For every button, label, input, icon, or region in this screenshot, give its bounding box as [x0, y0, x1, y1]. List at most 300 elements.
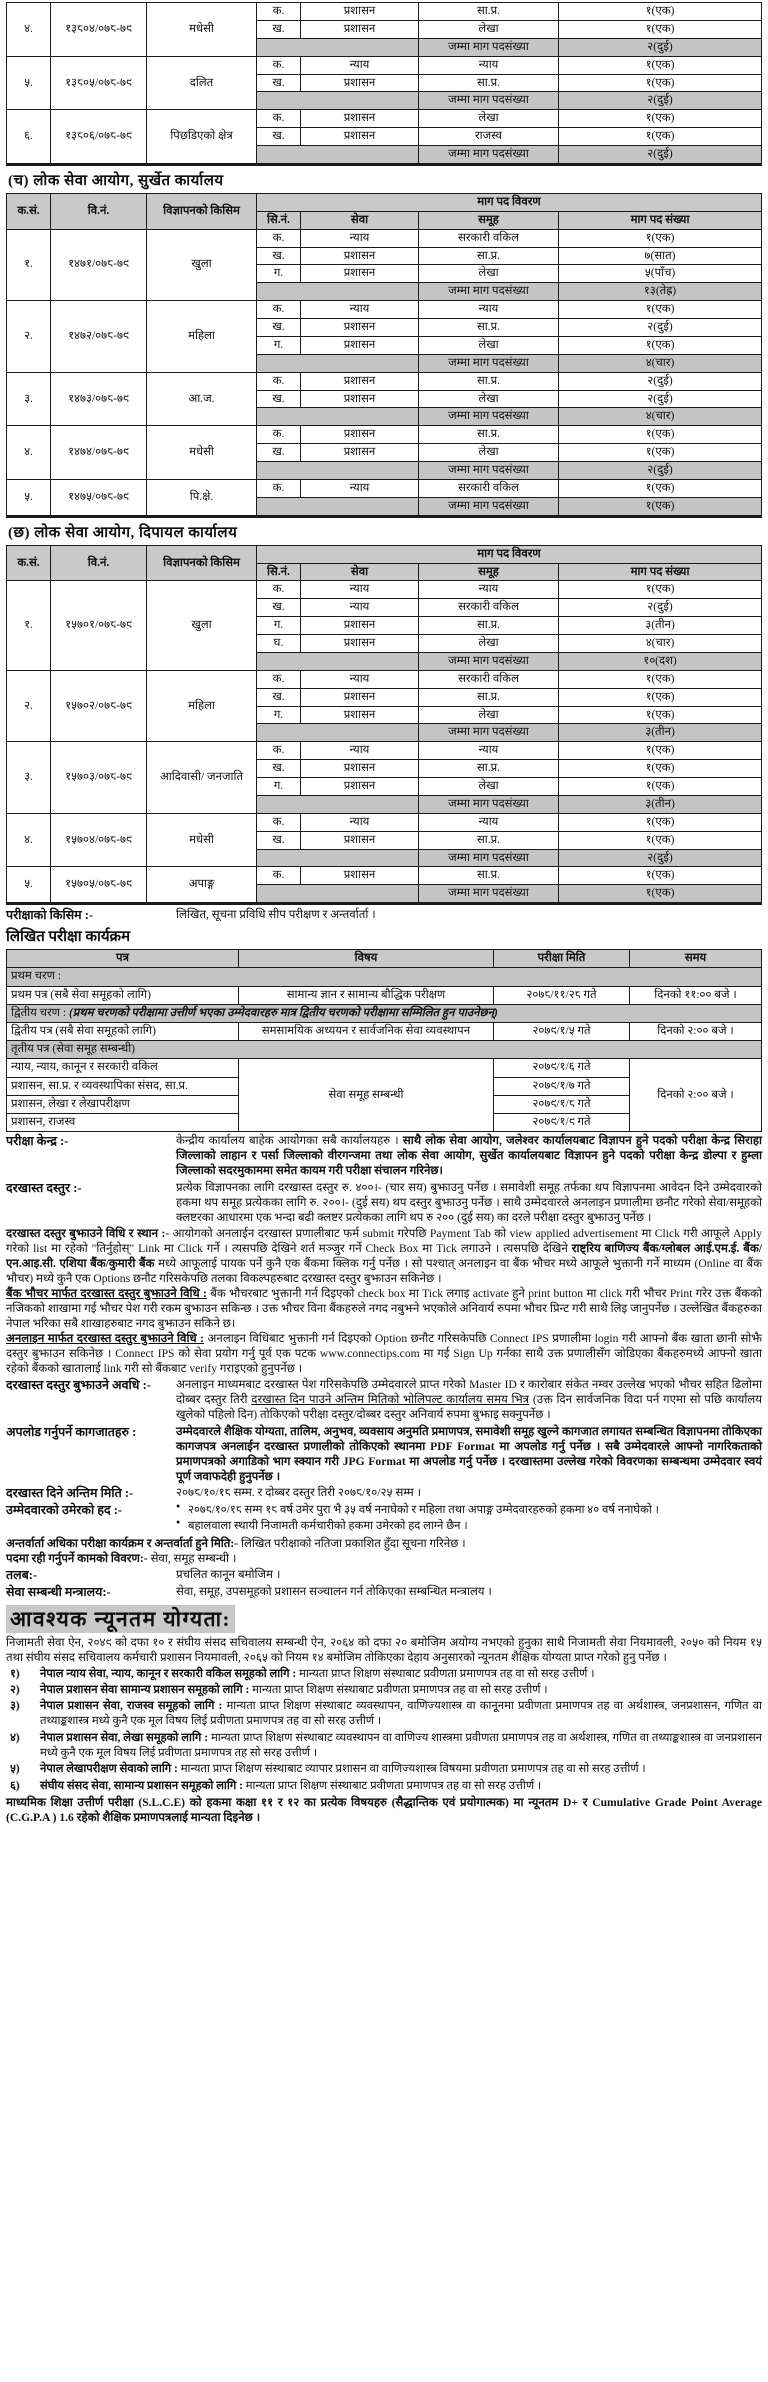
- cell-paper: द्वितीय पत्र (सबै सेवा समूहको लागि): [7, 1023, 239, 1041]
- cell-ad-no: १५७०४/०७८-७९: [51, 813, 147, 867]
- online-method-text: अनलाइन विधिबाट भुक्तानी गर्न दिइएको Option छनौट गरिसकेपछि Connect IPS प्रणालीमा login गरी आफ्नो बैंक खाता छानी सोझै दस्तुर बुझाउन सकिनेछ । Connect IPS को सेवा प्रयोग गर्नु पूर्व एक पटक www.connectips.com मा गई Sign Up गर्नका साथै उक्त प्रणालीसँग जोडिएका बैंकहरुमध्ये आफ्नो खाता रहेको बैंकको खातालाई link गरी सो बैंकबाट verify गराइएको हुनुपर्नेछ ।: [6, 1332, 763, 1376]
- total-label: जम्मा माग पदसंख्या: [419, 92, 559, 110]
- cell-sn: ४.: [7, 426, 51, 480]
- total-count: १(एक): [559, 497, 762, 516]
- cell-ad-kind: आदिवासी/ जनजाति: [147, 742, 257, 814]
- interview-label: अन्तर्वार्ता अधिका परीक्षा कार्यक्रम र अन्तर्वार्ता हुने मिति:-: [6, 1536, 239, 1550]
- table-row: [7, 670, 762, 688]
- cell-ad-no: १५७०१/०७८-७९: [51, 581, 147, 670]
- total-count: ३(तीन): [559, 724, 762, 742]
- col-exam-date: परीक्षा मिति: [494, 950, 630, 968]
- cell-ad-kind: खुला: [147, 581, 257, 670]
- cell-service: प्रशासन: [301, 390, 419, 408]
- total-count: २(दुई): [559, 92, 762, 110]
- cell-count: १(एक): [559, 760, 762, 778]
- total-count: १(एक): [559, 885, 762, 904]
- cell-ad-no: १४७५/०७८-७९: [51, 479, 147, 516]
- total-count: २(दुई): [559, 462, 762, 480]
- total-label: जम्मा माग पदसंख्या: [419, 795, 559, 813]
- col-count: माग पद संख्या: [559, 211, 762, 229]
- cell-group: लेखा: [419, 778, 559, 796]
- col-ad-no: वि.नं.: [51, 193, 147, 229]
- online-method-label: अनलाइन मार्फत दरखास्त दस्तुर बुझाउने विधि :: [6, 1332, 205, 1346]
- cell-ad-no: १४७१/०७८-७९: [51, 229, 147, 301]
- phase-3-label: तृतीय पत्र (सेवा समूह सम्बन्धी): [7, 1041, 762, 1059]
- cell-ad-kind: अपाङ्ग: [147, 867, 257, 904]
- item-text: मान्यता प्राप्त शिक्षण संस्थाबाट व्यवस्थापन, वाणिज्यशास्त्र वा कानूनमा प्रवीणता प्रमाणपत्र तह वा अर्थशास्त्र, जनप्रशासन, गणित वा तथ्याङ्कशास्त्र मध्ये कुनै एक मूल विषय लिई प्रवीणता प्रमाणपत्र तह वा सो सरह उत्तीर्ण ।: [40, 1700, 762, 1728]
- schedule-head: [7, 950, 762, 968]
- fee-method-label: दरखास्त दस्तुर बुझाउने विधि र स्थान :-: [6, 1226, 170, 1240]
- exam-type-value: लिखित, सूचना प्रविधि सीप परीक्षण र अन्तर्वार्ता ।: [176, 908, 376, 922]
- cell-count: १(एक): [559, 581, 762, 599]
- cell-group: सा.प्र.: [419, 426, 559, 444]
- job-desc-text: सेवा, समूह सम्बन्धी ।: [150, 1551, 237, 1565]
- cell-paper: प्रथम पत्र (सबै सेवा समूहको लागि): [7, 986, 239, 1004]
- cell-blank: [257, 92, 419, 110]
- cell-date: २०७९/१/७ गते: [494, 1077, 630, 1095]
- item-head: नेपाल न्याय सेवा, न्याय, कानून र सरकारी वकिल समूहको लागि :: [40, 1667, 297, 1680]
- ministry-label: सेवा सम्बन्धी मन्त्रालय:-: [6, 1584, 111, 1599]
- cell-service: प्रशासन: [301, 20, 419, 38]
- cell-si-no: ग.: [257, 617, 301, 635]
- dipayal-table-head: [7, 545, 762, 581]
- cell-service: प्रशासन: [301, 426, 419, 444]
- cell-ad-no: १५७०३/०७८-७९: [51, 742, 147, 814]
- col-count: माग पद संख्या: [559, 563, 762, 581]
- item-text: मान्यता प्राप्त शिक्षण संस्थाबाट प्रवीणता प्रमाणपत्र तह वा सो सरह उत्तीर्ण ।: [296, 1667, 595, 1680]
- cell-ad-kind: पि.क्षे.: [147, 479, 257, 516]
- cell-sn: ५.: [7, 479, 51, 516]
- top-table-body: [7, 3, 762, 165]
- table-row: [7, 581, 762, 599]
- col-demand-group: माग पद विवरण: [257, 193, 762, 211]
- cell-sn: ४.: [7, 813, 51, 867]
- table-row: [7, 229, 762, 247]
- cell-service: प्रशासन: [301, 760, 419, 778]
- col-ad-kind: विज्ञापनको किसिम: [147, 193, 257, 229]
- schedule-body: [7, 968, 762, 1132]
- cell-service: न्याय: [301, 670, 419, 688]
- total-count: १३(तेह्र): [559, 283, 762, 301]
- col-si-no: सि.नं.: [257, 211, 301, 229]
- phase-2-note: (प्रथम चरणको परीक्षामा उत्तीर्ण भएका उम्मेदवारहरु मात्र द्वितीय चरणको परीक्षामा सम्मिलित हुन पाउनेछन्): [68, 1006, 498, 1019]
- cell-count: १(एक): [559, 688, 762, 706]
- cell-si-no: क.: [257, 56, 301, 74]
- cell-service: प्रशासन: [301, 635, 419, 653]
- phase-2-label-cell: [7, 1004, 762, 1022]
- cell-service: प्रशासन: [301, 778, 419, 796]
- cell-group: लेखा: [419, 336, 559, 354]
- cell-blank: [257, 38, 419, 56]
- voucher-method-row: [6, 1286, 762, 1331]
- age-limit-body: [176, 1502, 762, 1535]
- cell-count: १(एक): [559, 670, 762, 688]
- table-row: [7, 742, 762, 760]
- fee-period-underline: दरखास्त दिन पाउने अन्तिम मितिको भोलिपल्ट कार्यालय समय भित्र: [251, 1393, 530, 1407]
- cell-ad-kind: पिछडिएको क्षेत्र: [147, 110, 257, 165]
- cell-service: प्रशासन: [301, 265, 419, 283]
- cell-si-no: क.: [257, 229, 301, 247]
- col-sn: क.सं.: [7, 193, 51, 229]
- cell-si-no: घ.: [257, 635, 301, 653]
- cell-service: न्याय: [301, 301, 419, 319]
- qualifications-list: [6, 1667, 762, 1794]
- cell-date: २०७८/११/२८ गते: [494, 986, 630, 1004]
- fee-method-text: आयोगको अनलाईन दरखास्त प्रणालीबाट फर्म submit गरेपछि Payment Tab को view applied advertisement मा Click गरी आफूले Apply गरेको list मा रहेको "तिर्नुहोस्" Link मा Click गर्ने । त्यसपछि देखिने शर्त मञ्जुर गर्ने Check Box मा Tick लगाउने । त्यसपछि देखिने: [6, 1226, 763, 1255]
- cell-paper: प्रशासन, राजस्व: [7, 1114, 239, 1132]
- cell-count: १(एक): [559, 426, 762, 444]
- cell-blank: [257, 724, 419, 742]
- cell-ad-kind: मधेसी: [147, 426, 257, 480]
- qualifications-intro: निजामती सेवा ऐन, २०४९ को दफा १० र संघीय संसद सचिवालय सम्बन्धी ऐन, २०६४ को दफा २० बमोजिम अयोग्य नभएको हुनुका साथै निजामती सेवा नियमावली, २०५० को नियम १५ तथा संघीय संसद सचिवालय कर्मचारी प्रशासन नियमावली, २०६५ को नियम १४ बमोजिम तोकिएका देहाय अनुसारको न्यूनतम शैक्षिक योग्यता प्राप्त गरेको हुनु पर्नेछ ।: [6, 1635, 762, 1665]
- cell-ad-no: १४७४/०७८-७९: [51, 426, 147, 480]
- fee-row: [6, 1180, 762, 1225]
- cell-ad-no: १३८०४/०७८-७९: [51, 3, 147, 57]
- interview-text: लिखित परीक्षाको नतिजा प्रकाशित हुँदा सूचना गरिनेछ ।: [241, 1536, 466, 1550]
- age-limit-row: [6, 1502, 762, 1535]
- cell-paper: न्याय, न्याय, कानून र सरकारी वकिल: [7, 1059, 239, 1077]
- office-heading-surkhet: (च) लोक सेवा आयोग, सुर्खेत कार्यालय: [8, 172, 224, 189]
- schedule-row: [7, 1023, 762, 1041]
- cell-ad-no: १४७३/०७८-७९: [51, 372, 147, 426]
- table-row: [7, 110, 762, 128]
- header-row: [7, 950, 762, 968]
- total-count: २(दुई): [559, 38, 762, 56]
- fee-period-text-1: अनलाइन माध्यमबाट दरखास्त पेश गरिसकेपछि उम्मेदवारले प्राप्त गरेको Master ID र कारोबार संकेत नम्वर उल्लेख भएको भौचर सहित ढिलोमा दोब्बर दस्तुर तिरी: [176, 1378, 762, 1407]
- cell-si-no: क.: [257, 426, 301, 444]
- cell-count: १(एक): [559, 336, 762, 354]
- cell-service: प्रशासन: [301, 128, 419, 146]
- cell-count: २(दुई): [559, 319, 762, 337]
- cell-time: दिनको २:०० बजे ।: [630, 1023, 762, 1041]
- cell-sn: २.: [7, 670, 51, 742]
- cell-service: प्रशासन: [301, 444, 419, 462]
- cell-group: सा.प्र.: [419, 867, 559, 885]
- voucher-method-label: बैंक भौचर मार्फत दरखास्त दस्तुर बुझाउने विधि :: [6, 1286, 207, 1300]
- item-head: नेपाल प्रशासन सेवा, राजस्व समूहको लागि :: [40, 1700, 223, 1713]
- cell-si-no: ख.: [257, 599, 301, 617]
- cell-subject: सामान्य ज्ञान र सामान्य बौद्धिक परीक्षण: [239, 986, 494, 1004]
- cell-group: न्याय: [419, 742, 559, 760]
- cell-si-no: ग.: [257, 265, 301, 283]
- cell-service: प्रशासन: [301, 867, 419, 885]
- col-service: सेवा: [301, 563, 419, 581]
- col-exam-time: समय: [630, 950, 762, 968]
- list-item: [6, 1779, 762, 1794]
- cell-blank: [257, 795, 419, 813]
- exam-type-row: [6, 907, 762, 923]
- cell-count: १(एक): [559, 229, 762, 247]
- table-row: [7, 867, 762, 885]
- cell-si-no: क.: [257, 581, 301, 599]
- exam-center-bold: साथै लोक सेवा आयोग, जलेश्वर कार्यालयबाट विज्ञापन हुने पदको परीक्षा केन्द्र सिराहा जिल्लाको लाहान र पर्सा जिल्लाको वीरगन्जमा तथा लोक सेवा आयोग, सुर्खेत कार्यालयबाट विज्ञापन हुने पदको परीक्षा केन्द्र डोल्पा र हुम्ला जिल्लाको सदरमुकाममा समेत कायम गरी परीक्षा संचालन गरिनेछ।: [176, 1134, 762, 1178]
- cell-paper: प्रशासन, लेखा र लेखापरीक्षण: [7, 1095, 239, 1113]
- col-group: समूह: [419, 563, 559, 581]
- col-si-no: सि.नं.: [257, 563, 301, 581]
- age-limit-label: उम्मेदवारको उमेरको हद :-: [6, 1502, 123, 1517]
- table-row: [7, 301, 762, 319]
- cell-ad-no: १५७०५/०७८-७९: [51, 867, 147, 904]
- salary-text: प्रचलित कानून बमोजिम ।: [176, 1567, 281, 1581]
- cell-group: लेखा: [419, 706, 559, 724]
- total-label: जम्मा माग पदसंख्या: [419, 38, 559, 56]
- cell-ad-no: १३८०५/०७८-७९: [51, 56, 147, 110]
- total-label: जम्मा माग पदसंख्या: [419, 849, 559, 867]
- table-row: [7, 56, 762, 74]
- cell-ad-kind: मधेसी: [147, 813, 257, 867]
- exam-center-label: परीक्षा केन्द्र :-: [6, 1134, 69, 1149]
- cell-ad-kind: महिला: [147, 301, 257, 373]
- cell-group: सरकारी वकिल: [419, 229, 559, 247]
- cell-count: १(एक): [559, 3, 762, 21]
- exam-center-row: [6, 1133, 762, 1178]
- phase-2-band: [7, 1004, 762, 1022]
- cell-date: २०७९/१/८ गते: [494, 1095, 630, 1113]
- cell-si-no: ख.: [257, 688, 301, 706]
- total-label: जम्मा माग पदसंख्या: [419, 354, 559, 372]
- qualifications-section: [6, 1601, 762, 1826]
- voucher-method-text: बैंक भौचरबाट भुक्तानी गर्न दिइएको check box मा Tick लगाइ activate हुने print button मा click गरी भौचर Print गरेर उक्त बैंकको नजिकको शाखामा गई भौचर पेश गरी रकम बुझाउन सकिन्छ । उक्त भौचर विना बैंकहरुले नगद नबुझ्ने भएकोले अनिवार्य रुपमा भौचर प्रिन्ट गरी साथै लिइ जानुपर्नेछ । उल्लेखित बैंकहरुका नेपाल भरिका सबै शाखाहरुबाट नगद बुझाउन सकिने छ।: [6, 1286, 763, 1331]
- cell-blank: [257, 885, 419, 904]
- cell-blank: [257, 652, 419, 670]
- header-row-top: [7, 193, 762, 211]
- cell-group: सा.प्र.: [419, 688, 559, 706]
- cell-count: १(एक): [559, 831, 762, 849]
- cell-count: १(एक): [559, 706, 762, 724]
- cell-group: सा.प्र.: [419, 74, 559, 92]
- cell-si-no: क.: [257, 867, 301, 885]
- schedule-row: [7, 986, 762, 1004]
- total-count: १०(दश): [559, 652, 762, 670]
- col-ad-no: वि.नं.: [51, 545, 147, 581]
- cell-si-no: ख.: [257, 319, 301, 337]
- cell-group: लेखा: [419, 635, 559, 653]
- cell-group: सा.प्र.: [419, 760, 559, 778]
- ministry-text: सेवा, समूह, उपसमूहको प्रशासन सञ्चालन गर्न तोकिएका सम्बन्धित मन्त्रालय ।: [176, 1584, 492, 1598]
- item-head: नेपाल प्रशासन सेवा, लेखा समूहको लागि :: [40, 1731, 209, 1744]
- cell-blank: [257, 354, 419, 372]
- cell-group: न्याय: [419, 581, 559, 599]
- total-label: जम्मा माग पदसंख्या: [419, 462, 559, 480]
- total-label: जम्मा माग पदसंख्या: [419, 408, 559, 426]
- cell-si-no: ख.: [257, 247, 301, 265]
- cell-count: १(एक): [559, 778, 762, 796]
- cell-group: लेखा: [419, 20, 559, 38]
- salary-label: तलब:-: [6, 1567, 38, 1582]
- cell-service: प्रशासन: [301, 831, 419, 849]
- schedule-title: लिखित परीक्षा कार्यक्रम: [6, 929, 131, 946]
- cell-count: १(एक): [559, 444, 762, 462]
- total-label: जम्मा माग पदसंख्या: [419, 724, 559, 742]
- item-head: नेपाल प्रशासन सेवा सामान्य प्रशासन समूहको लागि :: [40, 1683, 250, 1696]
- age-limit-list: [176, 1503, 762, 1534]
- cell-si-no: क.: [257, 813, 301, 831]
- cell-service: न्याय: [301, 742, 419, 760]
- cell-si-no: ख.: [257, 760, 301, 778]
- header-row-top: [7, 545, 762, 563]
- cell-ad-kind: दलित: [147, 56, 257, 110]
- upload-row: [6, 1424, 762, 1484]
- fee-period-row: [6, 1377, 762, 1422]
- cell-service: प्रशासन: [301, 336, 419, 354]
- cell-service: प्रशासन: [301, 688, 419, 706]
- fee-text: प्रत्येक विज्ञापनका लागि दरखास्त दस्तुर रु. ४००।- (चार सय) बुझाउनु पर्नेछ । समावेशी समूह तर्फका थप विज्ञापनमा आवेदन दिने उम्मेदवारको हकमा थप समूह प्रत्येकका लागि रु. २००।- (दुई सय) थप दस्तुर बुझाउनु पर्नेछ । साथै उम्मेदवारले अनलाइन प्रणालीमा छनौट गरेको सेवा/समूहको क्लष्टरका आधारमा एक भन्दा बढी क्लष्टर प्रत्येकका लागि थप रु २०० (दुई सय) का दरले परीक्षा दस्तुर बुझाउनु पर्नेछ ।: [176, 1180, 762, 1224]
- cell-group: न्याय: [419, 56, 559, 74]
- cell-si-no: क.: [257, 3, 301, 21]
- salary-row: [6, 1567, 762, 1583]
- cell-si-no: क.: [257, 301, 301, 319]
- cell-count: १(एक): [559, 813, 762, 831]
- total-label: जम्मा माग पदसंख्या: [419, 283, 559, 301]
- last-date-label: दरखास्त दिने अन्तिम मिति :-: [6, 1485, 134, 1500]
- total-count: ४(चार): [559, 354, 762, 372]
- phase-3-band: [7, 1041, 762, 1059]
- cell-group: लेखा: [419, 110, 559, 128]
- written-exam-schedule-table: [6, 949, 762, 1132]
- list-item: [6, 1683, 762, 1698]
- cell-service: प्रशासन: [301, 247, 419, 265]
- table-row: [7, 372, 762, 390]
- cell-sn: २.: [7, 301, 51, 373]
- cell-ad-kind: महिला: [147, 670, 257, 742]
- cell-blank: [257, 408, 419, 426]
- item-text: मान्यता प्राप्त शिक्षण संस्थाबाट प्रवीणता प्रमाणपत्र तह वा सो सरह उत्तीर्ण ।: [242, 1779, 542, 1792]
- cell-service: न्याय: [301, 599, 419, 617]
- list-item: ● बहालवाला स्थायी निजामती कर्मचारीको हकमा उमेरको हद लाग्ने छैन ।: [176, 1519, 762, 1534]
- online-method-row: [6, 1331, 762, 1376]
- cell-si-no: क.: [257, 479, 301, 497]
- fee-period-text: [176, 1377, 762, 1422]
- cell-time: दिनको २:०० बजे ।: [630, 1059, 762, 1132]
- cell-si-no: ख.: [257, 444, 301, 462]
- total-count: ४(चार): [559, 408, 762, 426]
- fee-period-text-2: (उक्त दिन सार्वजनिक विदा पर्न गएमा सो पछि कार्यालय खुलेको पहिलो दिन) तोकिएको परीक्षा दस्तुर/दोब्बर दस्तुर अनिवार्य रुपमा बुझाइ सक्नुपर्नेछ ।: [176, 1393, 762, 1422]
- cell-sn: ५.: [7, 56, 51, 110]
- list-item: [6, 1731, 762, 1762]
- cell-service: न्याय: [301, 581, 419, 599]
- cell-group: सा.प्र.: [419, 372, 559, 390]
- total-label: जम्मा माग पदसंख्या: [419, 146, 559, 165]
- cell-count: १(एक): [559, 742, 762, 760]
- cell-blank: [257, 283, 419, 301]
- cell-subject: सेवा समूह सम्बन्धी: [239, 1059, 494, 1132]
- item-text: मान्यता प्राप्त शिक्षण संस्थाबाट व्यवस्थापन वा वाणिज्य शास्त्रमा प्रवीणता प्रमाणपत्र तह वा अर्थशास्त्र, गणित वा तथ्याङ्कशास्त्र वा जनप्रशासन मध्ये कुनै एक मूल विषय लिई प्रवीणता प्रमाणपत्र तह सो सरह उत्तीर्ण ।: [40, 1731, 762, 1759]
- item-number: १): [10, 1667, 20, 1680]
- phase-1-label: प्रथम चरण :: [7, 968, 762, 986]
- cell-group: सा.प्र.: [419, 3, 559, 21]
- ministry-row: [6, 1584, 762, 1600]
- cell-group: सा.प्र.: [419, 319, 559, 337]
- cell-count: ७(सात): [559, 247, 762, 265]
- col-paper: पत्र: [7, 950, 239, 968]
- cell-si-no: ग.: [257, 778, 301, 796]
- cell-group: राजस्व: [419, 128, 559, 146]
- list-item: ● २०७८/१०/१८ सम्म १८ वर्ष उमेर पुरा भै ३५ वर्ष ननाघेको र महिला तथा अपाङ्ग उम्मेदवारहरुको हकमा ४० वर्ष ननाघेको ।: [176, 1503, 762, 1518]
- top-continuation-table: [6, 2, 762, 166]
- cell-date: २०७९/१/६ गते: [494, 1059, 630, 1077]
- cell-group: सरकारी वकिल: [419, 599, 559, 617]
- cell-group: न्याय: [419, 813, 559, 831]
- cell-time: दिनको ११:०० बजे ।: [630, 986, 762, 1004]
- last-date-text: २०७८/१०/१८ सम्म. र दोब्बर दस्तुर तिरी २०७८/१०/२५ सम्म ।: [176, 1485, 422, 1499]
- exam-type-label: परीक्षाको किसिम :-: [6, 908, 94, 923]
- exam-center-text: [176, 1133, 762, 1178]
- cell-group: सा.प्र.: [419, 831, 559, 849]
- fee-method-row: [6, 1226, 762, 1286]
- fee-method-text2: मध्ये आफूलाई पायक पर्ने कुनै एक बैंकमा क्लिक गर्नु पर्नेछ । सो पश्चात् अनलाइन वा बैंक भौचर मध्ये आफूले भुक्तानी गर्ने माध्यम (Online वा बैंक भौचर) मध्ये कुनै एक Options छनौट गरिसकेपछि तलका विकल्पहरुबाट दरखास्त दस्तुर बुझाउन सकिनेछ ।: [6, 1256, 762, 1285]
- cell-sn: ३.: [7, 372, 51, 426]
- col-demand-group: माग पद विवरण: [257, 545, 762, 563]
- cell-blank: [257, 462, 419, 480]
- cell-sn: ६.: [7, 110, 51, 165]
- cell-service: प्रशासन: [301, 110, 419, 128]
- cell-count: १(एक): [559, 301, 762, 319]
- cell-si-no: क.: [257, 110, 301, 128]
- col-ad-kind: विज्ञापनको किसिम: [147, 545, 257, 581]
- qualifications-title: आवश्यक न्यूनतम योग्यता:: [6, 1605, 235, 1633]
- cell-date: २०७९/१/९ गते: [494, 1114, 630, 1132]
- cell-group: सा.प्र.: [419, 617, 559, 635]
- cell-sn: ५.: [7, 867, 51, 904]
- dipayal-table: [6, 545, 762, 906]
- cell-service: न्याय: [301, 56, 419, 74]
- cell-count: १(एक): [559, 128, 762, 146]
- cell-count: ३(तीन): [559, 617, 762, 635]
- cell-ad-kind: आ.ज.: [147, 372, 257, 426]
- cell-ad-no: १४७२/०७८-७९: [51, 301, 147, 373]
- col-subject: विषय: [239, 950, 494, 968]
- cell-blank: [257, 849, 419, 867]
- cell-sn: ४.: [7, 3, 51, 57]
- cell-service: प्रशासन: [301, 3, 419, 21]
- item-number: ५): [10, 1763, 20, 1776]
- cell-si-no: क.: [257, 670, 301, 688]
- cell-group: लेखा: [419, 444, 559, 462]
- col-group: समूह: [419, 211, 559, 229]
- cell-blank: [257, 497, 419, 516]
- cell-service: प्रशासन: [301, 617, 419, 635]
- upload-label: अपलोड गर्नुपर्ने कागजातहरु :: [6, 1424, 137, 1439]
- cell-group: सरकारी वकिल: [419, 670, 559, 688]
- col-service: सेवा: [301, 211, 419, 229]
- cell-count: २(दुई): [559, 599, 762, 617]
- cell-sn: १.: [7, 229, 51, 301]
- item-text: मान्यता प्राप्त शिक्षण संस्थाबाट व्यापार प्रशासन वा वाणिज्यशास्त्र विषयमा प्रवीणता प्रमाणपत्र तह वा सो सरह उत्तीर्ण ।: [177, 1763, 646, 1776]
- cell-group: लेखा: [419, 265, 559, 283]
- item-number: ४): [10, 1731, 20, 1744]
- cell-si-no: क.: [257, 742, 301, 760]
- cell-si-no: ख.: [257, 128, 301, 146]
- cell-service: प्रशासन: [301, 372, 419, 390]
- table-row: [7, 3, 762, 21]
- cell-service: न्याय: [301, 813, 419, 831]
- cell-paper: प्रशासन, सा.प्र. र व्यवस्थापिका संसद, सा.प्र.: [7, 1077, 239, 1095]
- list-item: [6, 1762, 762, 1777]
- interview-row: [6, 1536, 762, 1551]
- cell-sn: १.: [7, 581, 51, 670]
- total-count: २(दुई): [559, 146, 762, 165]
- schedule-row: [7, 1059, 762, 1077]
- item-number: २): [10, 1683, 20, 1696]
- item-head: संघीय संसद सेवा, सामान्य प्रशासन समूहको लागि :: [40, 1779, 243, 1792]
- cell-si-no: ख.: [257, 74, 301, 92]
- upload-text: उम्मेदवारले शैक्षिक योग्यता, तालिम, अनुभव, व्यवसाय अनुमति प्रमाणपत्र, समावेशी समूह खुल्ने कागजात लगायत सम्बन्धित विज्ञापनमा तोकिएका कागजपत्र अनलाईन दरखास्त प्रणालीको तोकिएको स्थानमा PDF Format मा अपलोड गर्नु पर्नेछ । सबै उम्मेदवारले आफ्नो नागरिकताको प्रमाणपत्रको अगाडिको भाग स्क्यान गरी JPG Format मा अपलोड गर्नु पर्नेछ । दरखास्तमा उल्लेख गरेको विवरणका सम्बन्धमा उम्मेदवार स्वयं पूर्ण जवाफदेही हुनुपर्नेछ ।: [176, 1424, 762, 1483]
- cell-blank: [257, 146, 419, 165]
- cell-service: प्रशासन: [301, 706, 419, 724]
- total-label: जम्मा माग पदसंख्या: [419, 652, 559, 670]
- table-row: [7, 813, 762, 831]
- total-label: जम्मा माग पदसंख्या: [419, 885, 559, 904]
